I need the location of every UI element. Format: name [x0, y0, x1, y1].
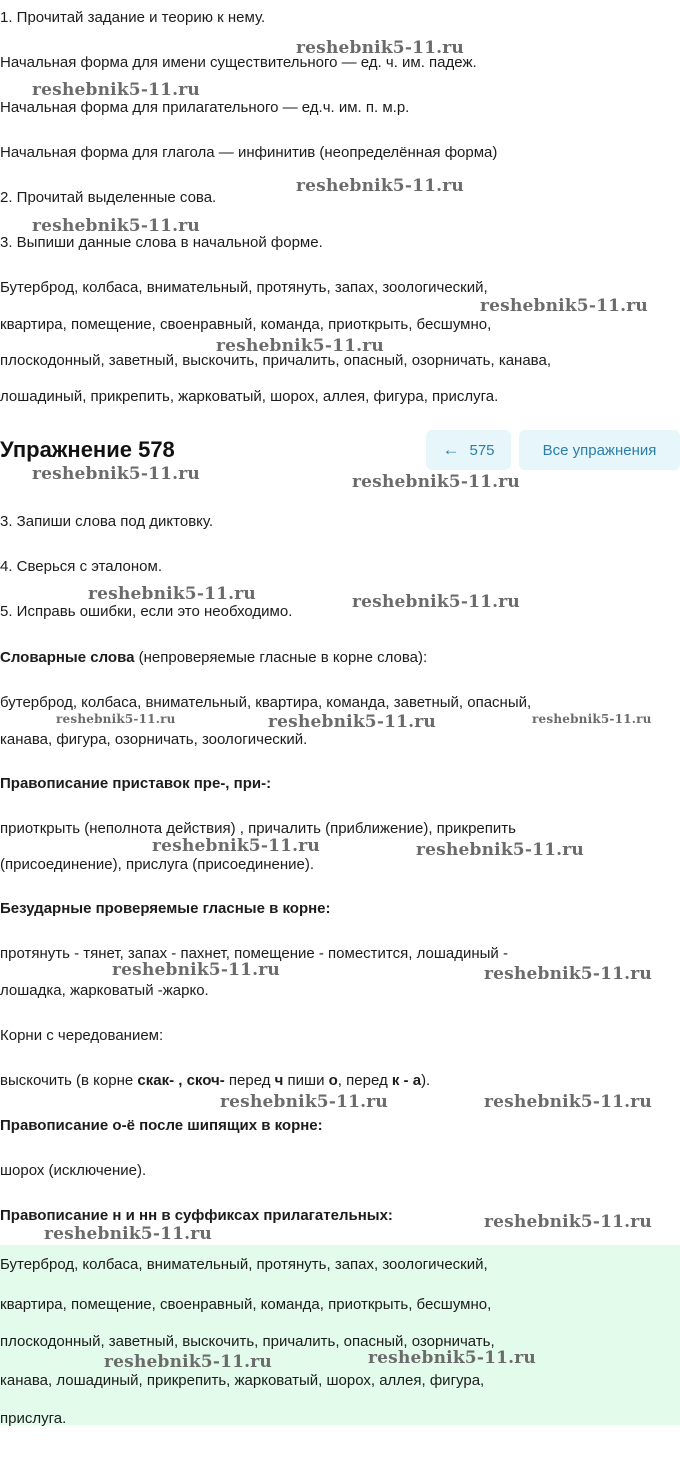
watermark: reshebnik5-11.ru — [484, 1212, 652, 1232]
watermark: reshebnik5-11.ru — [352, 472, 520, 492]
nnn-heading: Правописание н и нн в суффиксах прилагательных: — [0, 1207, 393, 1224]
unstressed-line: протянуть - тянет, запах - пахнет, помещение - поместится, лошадиный - — [0, 945, 508, 962]
unstressed-heading: Безударные проверяемые гласные в корне: — [0, 900, 331, 917]
alt-bold: к - а — [391, 1072, 422, 1089]
oyo-heading: Правописание о-ё после шипящих в корне: — [0, 1117, 323, 1134]
watermark: reshebnik5-11.ru — [32, 80, 200, 100]
watermark: reshebnik5-11.ru — [44, 1224, 212, 1244]
dict-line: канава, фигура, озорничать, зоологический. — [0, 731, 308, 748]
watermark: reshebnik5-11.ru — [416, 840, 584, 860]
prev-exercise-button[interactable] — [426, 430, 511, 470]
answer-line: прислуга. — [0, 1410, 67, 1427]
prefix-line: (присоединение), прислуга (присоединение). — [0, 856, 314, 873]
task-word-line: плоскодонный, заветный, выскочить, причалить, опасный, озорничать, канава, — [0, 352, 551, 369]
watermark: reshebnik5-11.ru — [216, 336, 384, 356]
answer-line: канава, лошадиный, прикрепить, жарковатый, шорох, аллея, фигура, — [0, 1372, 485, 1389]
unstressed-line: лошадка, жарковатый -жарко. — [0, 982, 209, 999]
oyo-line: шорох (исключение). — [0, 1162, 147, 1179]
alt-bold: о — [328, 1072, 338, 1089]
prev-exercise-label: 575 — [469, 441, 495, 459]
watermark: reshebnik5-11.ru — [484, 964, 652, 984]
answer-line: плоскодонный, заветный, выскочить, причалить, опасный, озорничать, — [0, 1333, 495, 1350]
alt-text: ). — [421, 1072, 431, 1089]
watermark: reshebnik5-11.ru — [56, 712, 176, 726]
watermark: reshebnik5-11.ru — [88, 584, 256, 604]
alt-bold: ч — [274, 1072, 284, 1089]
watermark: reshebnik5-11.ru — [32, 464, 200, 484]
alt-text: перед — [224, 1072, 275, 1089]
all-exercises-button[interactable]: Все упражнения — [519, 430, 680, 470]
prefix-line: приоткрыть (неполнота действия) , причалить (приближение), прикрепить — [0, 820, 516, 837]
dict-heading — [0, 648, 427, 668]
watermark: reshebnik5-11.ru — [268, 712, 436, 732]
watermark: reshebnik5-11.ru — [352, 592, 520, 612]
watermark: reshebnik5-11.ru — [32, 216, 200, 236]
exercise-title: Упражнение 578 — [0, 437, 175, 462]
arrow-left-icon: ← — [442, 440, 460, 459]
alt-text: , перед — [337, 1072, 392, 1089]
alt-bold: скак- , скоч- — [137, 1072, 225, 1089]
alt-text: выскочить (в корне — [0, 1072, 138, 1089]
task-line: 2. Прочитай выделенные сова. — [0, 189, 217, 206]
task-line: Начальная форма для глагола — инфинитив (неопределённая форма) — [0, 144, 498, 161]
watermark: reshebnik5-11.ru — [296, 176, 464, 196]
task-line: Начальная форма для прилагательного — ед.ч. им. п. м.р. — [0, 99, 410, 116]
alternation-line — [0, 1071, 430, 1091]
step-line: 5. Исправь ошибки, если это необходимо. — [0, 603, 293, 620]
step-line: 4. Сверься с эталоном. — [0, 558, 163, 575]
watermark: reshebnik5-11.ru — [220, 1092, 388, 1112]
task-line: Начальная форма для имени существительного — ед. ч. им. падеж. — [0, 54, 477, 71]
watermark: reshebnik5-11.ru — [484, 1092, 652, 1112]
task-word-line: Бутерброд, колбаса, внимательный, протянуть, запах, зоологический, — [0, 279, 488, 296]
task-line: 3. Выпиши данные слова в начальной форме. — [0, 234, 323, 251]
alt-text: пиши — [283, 1072, 329, 1089]
dict-heading-rest: (непроверяемые гласные в корне слова): — [134, 649, 428, 666]
watermark: reshebnik5-11.ru — [532, 712, 652, 726]
watermark: reshebnik5-11.ru — [296, 38, 464, 58]
answer-line: квартира, помещение, своенравный, команда, приоткрыть, бесшумно, — [0, 1296, 492, 1313]
step-line: 3. Запиши слова под диктовку. — [0, 513, 214, 530]
watermark: reshebnik5-11.ru — [112, 960, 280, 980]
watermark: reshebnik5-11.ru — [104, 1352, 272, 1372]
task-word-line: квартира, помещение, своенравный, команда, приоткрыть, бесшумно, — [0, 316, 492, 333]
answer-line: Бутерброд, колбаса, внимательный, протянуть, запах, зоологический, — [0, 1256, 488, 1273]
watermark: reshebnik5-11.ru — [152, 836, 320, 856]
dict-heading-bold: Словарные слова — [0, 649, 135, 666]
dict-line: бутерброд, колбаса, внимательный, квартира, команда, заветный, опасный, — [0, 694, 532, 711]
watermark: reshebnik5-11.ru — [368, 1348, 536, 1368]
task-line: 1. Прочитай задание и теорию к нему. — [0, 9, 266, 26]
alternation-heading: Корни с чередованием: — [0, 1027, 164, 1044]
task-word-line: лошадиный, прикрепить, жарковатый, шорох, аллея, фигура, прислуга. — [0, 388, 499, 405]
prefix-heading: Правописание приставок пре-, при-: — [0, 775, 272, 792]
watermark: reshebnik5-11.ru — [480, 296, 648, 316]
